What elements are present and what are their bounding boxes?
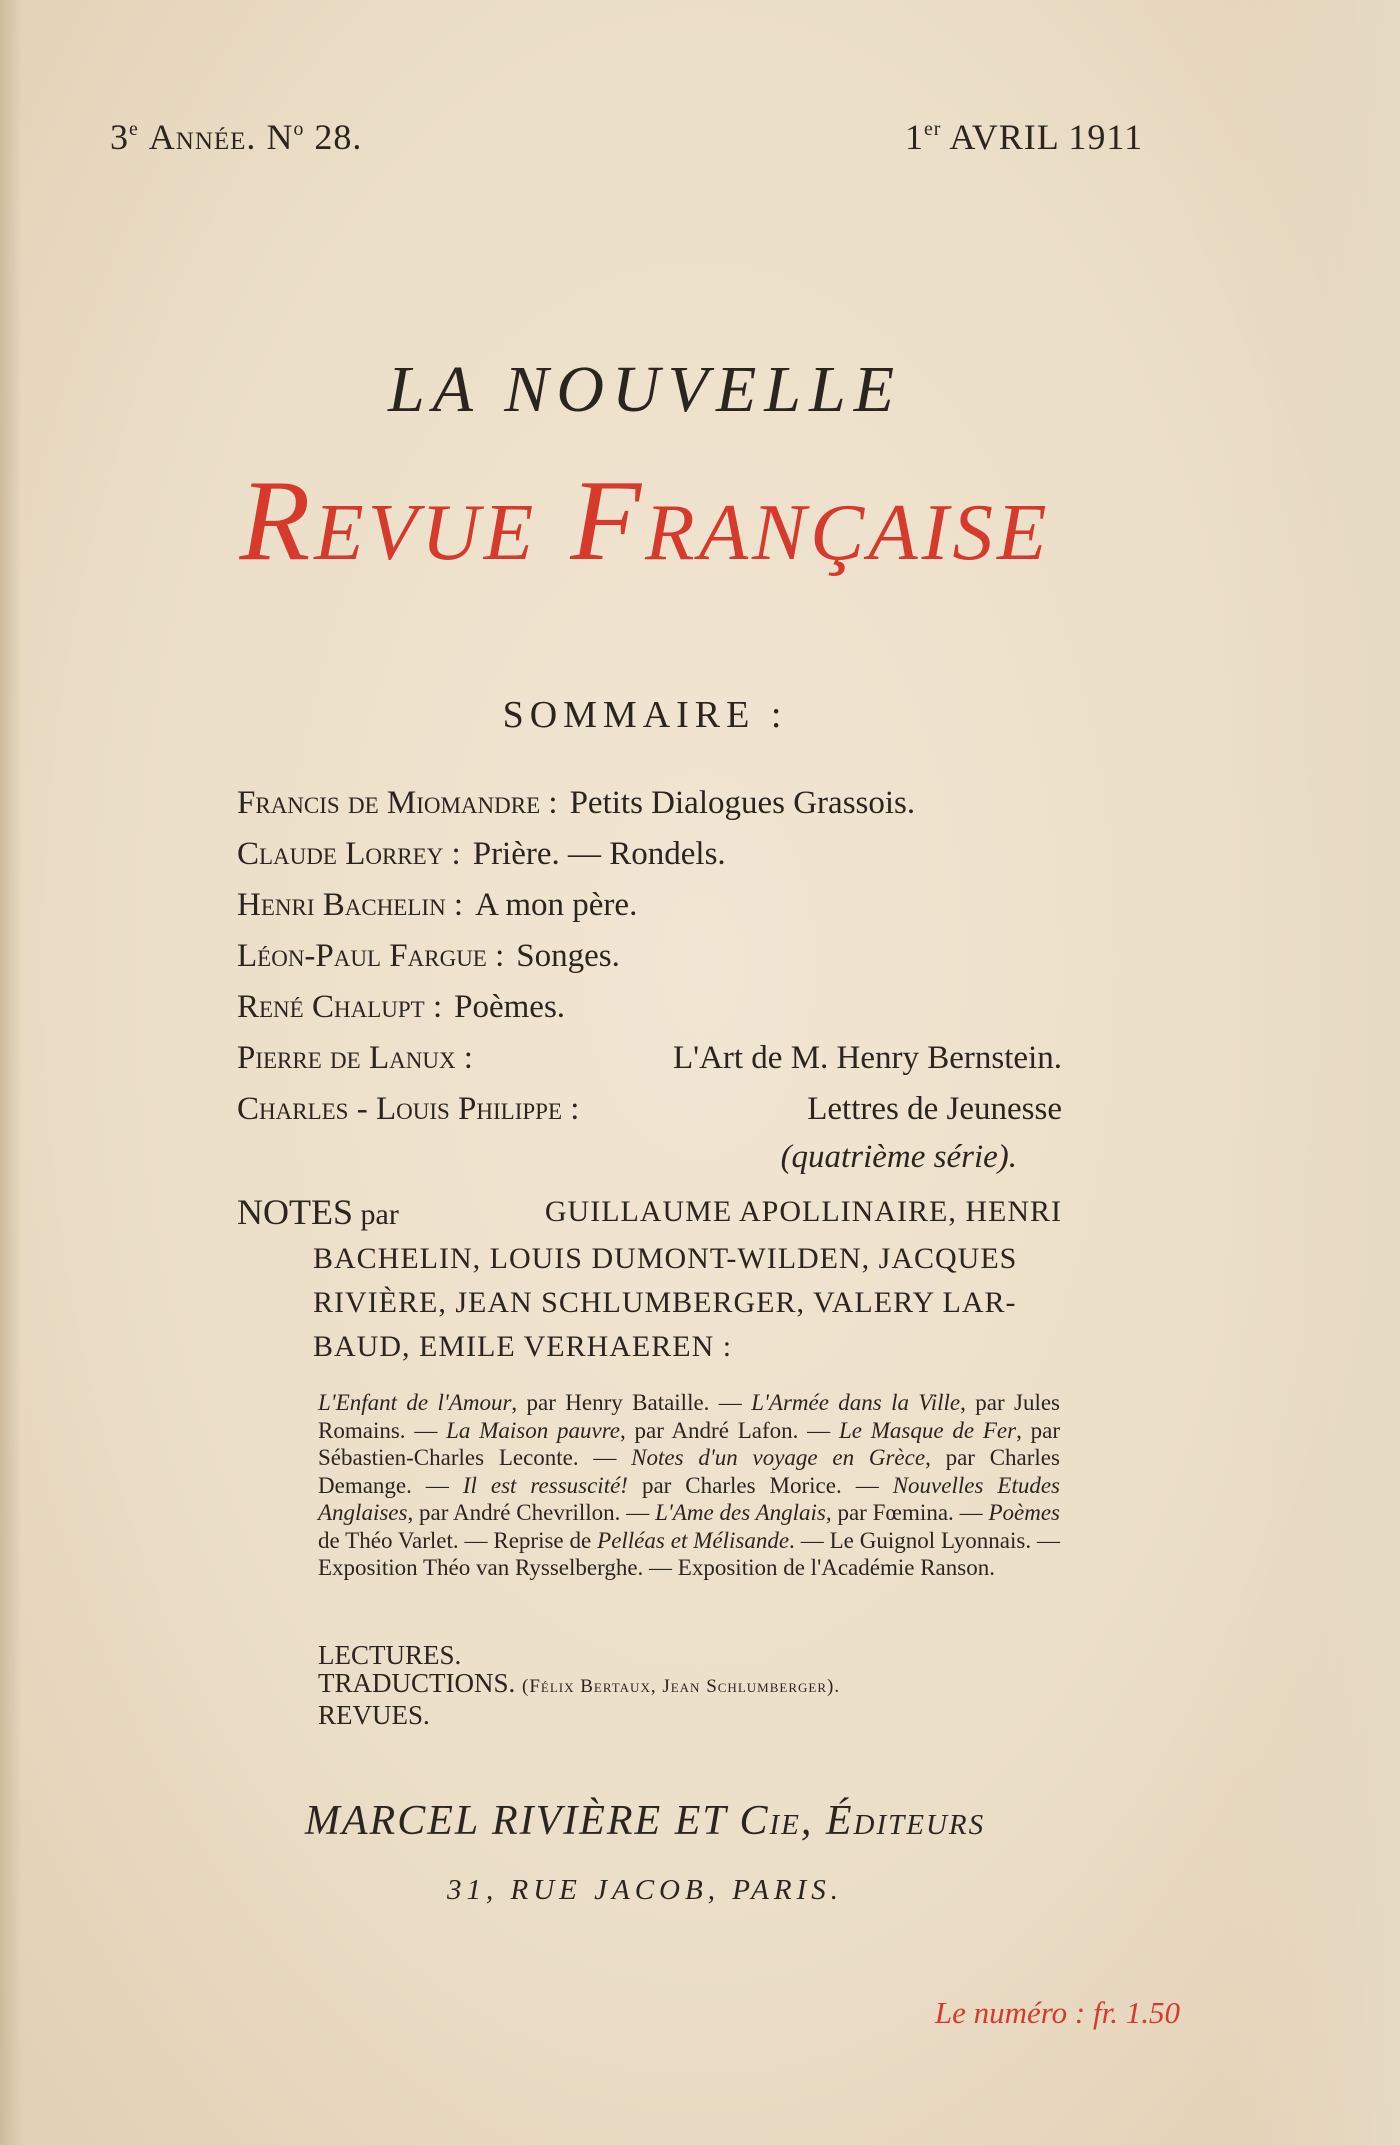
section-traductions-credits: (Félix Bertaux, Jean Schlumberger).: [522, 1676, 841, 1697]
issue-price: Le numéro : fr. 1.50: [934, 1995, 1180, 2030]
toc-author: Pierre de Lanux :: [237, 1040, 473, 1076]
publisher-line: [0, 1797, 1290, 1845]
notes-item-title: Notes d'un voyage en Grèce: [631, 1445, 926, 1470]
notes-item-title: Poèmes: [988, 1500, 1060, 1525]
notes-item-title: L'Armée dans la Ville: [751, 1390, 961, 1415]
toc-work: Petits Dialogues Grassois.: [569, 785, 916, 821]
year-sup: e: [129, 118, 139, 141]
notes-item-title: L'Enfant de l'Amour: [318, 1390, 512, 1415]
toc-work: A mon père.: [475, 887, 638, 923]
toc-row: [237, 829, 1062, 880]
notes-item-text: , par Henry Bataille. —: [511, 1390, 752, 1415]
toc-author: Claude Lorrey :: [237, 836, 461, 872]
title-revue-francaise: Revue Française: [239, 457, 1051, 585]
notes-items: [318, 1389, 1060, 1582]
toc-work: L'Art de M. Henry Bernstein.: [672, 1040, 1062, 1076]
toc-author: Francis de Miomandre :: [237, 785, 558, 821]
issue-sup: o: [293, 118, 305, 141]
notes-item-title: Pelléas et Mélisande: [597, 1527, 790, 1553]
toc-row: [237, 931, 1062, 982]
notes-item-text: par Charles Morice. —: [627, 1472, 893, 1498]
notes-item-title: Il est ressuscité!: [462, 1472, 628, 1498]
toc-row: [237, 1084, 1062, 1135]
notes-section: [237, 1190, 1062, 1369]
notes-item-text: , par Fœmina. —: [825, 1500, 989, 1525]
notes-contributors: BAUD, EMILE VERHAEREN :: [313, 1330, 733, 1363]
toc-author: Léon-Paul Fargue :: [237, 938, 505, 974]
notes-item-text: , par Jules Romains. —: [318, 1390, 1060, 1443]
issue-abbr: N: [266, 117, 294, 157]
toc-work: Prière. — Rondels.: [472, 836, 726, 872]
notes-item-text: de Théo Varlet. — Reprise de: [318, 1527, 598, 1553]
date-day: 1: [905, 117, 924, 157]
issue-info: [110, 116, 362, 158]
notes-item-text: . — Le Guignol Lyonnais. — Exposition Théo van Rysselberghe. — Exposition de l'Académie Ranson.: [318, 1527, 1060, 1580]
notes-item-title: Le Masque de Fer: [838, 1417, 1017, 1443]
toc-author: René Chalupt :: [237, 989, 443, 1025]
year-word: Année.: [148, 117, 257, 157]
toc-row: [237, 1033, 1062, 1084]
notes-par: par: [360, 1198, 399, 1231]
toc-author: Henri Bachelin :: [237, 887, 464, 923]
publisher-name: MARCEL RIVIÈRE ET: [304, 1798, 727, 1844]
toc-row: [237, 778, 1062, 829]
section-revues: REVUES.: [318, 1700, 430, 1730]
notes-item-text: , par Sébastien-Charles Leconte. —: [318, 1417, 1060, 1470]
notes-item-title: La Maison pauvre: [446, 1417, 621, 1443]
sommaire-heading: SOMMAIRE :: [502, 694, 788, 736]
notes-item-title: Nouvelles Etudes Anglaises: [318, 1472, 1060, 1525]
toc-work-subtitle: (quatrième série).: [780, 1139, 1017, 1175]
section-lectures: LECTURES.: [318, 1640, 462, 1670]
rubriques: [318, 1641, 1068, 1729]
date-sup: er: [924, 118, 942, 141]
notes-heading: NOTES: [237, 1192, 353, 1232]
toc-author: Charles - Louis Philippe :: [237, 1091, 580, 1127]
toc-row: [237, 982, 1062, 1033]
notes-contributors: GUILLAUME APOLLINAIRE, HENRI: [544, 1195, 1062, 1228]
publisher-cie: Cie, Éditeurs: [739, 1798, 986, 1844]
date-month-year: AVRIL 1911: [949, 117, 1144, 157]
notes-contributors: BACHELIN, LOUIS DUMONT-WILDEN, JACQUES: [313, 1242, 1018, 1275]
notes-item-text: , par André Chevrillon. —: [407, 1500, 656, 1525]
toc-work: Songes.: [516, 938, 620, 974]
title-la-nouvelle: LA NOUVELLE: [387, 353, 903, 426]
section-traductions-label: TRADUCTIONS.: [318, 1668, 516, 1698]
toc-work: Poèmes.: [454, 989, 566, 1025]
toc-row: [237, 880, 1062, 931]
issue-date: [905, 116, 1143, 158]
notes-item-text: , par André Lafon. —: [620, 1417, 839, 1443]
table-of-contents: [237, 778, 1062, 1179]
notes-item-text: , par Charles Demange. —: [318, 1445, 1060, 1498]
year-number: 3: [110, 117, 129, 157]
section-traductions: [318, 1669, 1068, 1701]
issue-number: 28.: [314, 117, 363, 157]
notes-contributors: RIVIÈRE, JEAN SCHLUMBERGER, VALERY LAR-: [313, 1286, 1017, 1319]
publisher-address: 31, RUE JACOB, PARIS.: [446, 1874, 844, 1906]
notes-line: [237, 1190, 1062, 1237]
toc-work: Lettres de Jeunesse: [807, 1091, 1062, 1127]
notes-item-title: L'Ame des Anglais: [655, 1500, 826, 1525]
